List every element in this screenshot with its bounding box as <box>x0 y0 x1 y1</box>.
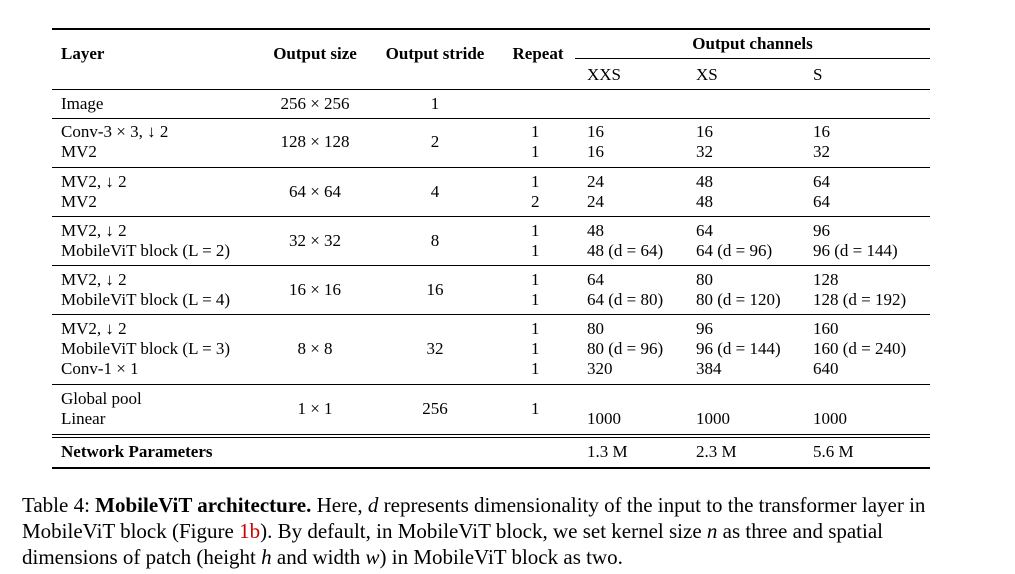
row-s <box>813 172 830 212</box>
xs-value: 32 <box>696 142 713 161</box>
header-s: S <box>813 65 823 84</box>
xs-value: 80 <box>696 270 713 289</box>
layer-line: MV2, ↓ 2 <box>61 270 127 289</box>
xxs-value: 16 <box>587 142 604 161</box>
xxs-value: 64 (d = 80) <box>587 290 664 309</box>
row-rule <box>52 265 930 266</box>
row-output-size: 256 × 256 <box>280 94 350 113</box>
row-s <box>813 270 906 310</box>
header-output-size: Output size <box>273 44 357 63</box>
s-value: 160 <box>813 319 839 338</box>
row-rule <box>52 118 930 119</box>
caption-var-n: n <box>706 519 718 543</box>
s-value: 128 (d = 192) <box>813 290 907 309</box>
params-label: Network Parameters <box>61 442 213 461</box>
caption-var-d: d <box>367 493 379 517</box>
xxs-value: 320 <box>587 359 613 378</box>
s-value: 128 <box>813 270 839 289</box>
s-value: 96 (d = 144) <box>813 241 898 260</box>
row-repeat <box>531 172 540 212</box>
caption-var-h: h <box>261 545 272 569</box>
xs-value: 384 <box>696 359 722 378</box>
row-s <box>813 319 906 379</box>
row-output-stride: 256 <box>422 399 448 418</box>
layer-line: MV2, ↓ 2 <box>61 172 127 191</box>
s-value: 1000 <box>813 409 847 428</box>
header-rule <box>52 89 930 90</box>
row-xs <box>696 319 781 379</box>
params-s: 5.6 M <box>813 442 854 461</box>
row-rule <box>52 314 930 315</box>
repeat-value: 1 <box>531 290 540 309</box>
s-value: 64 <box>813 172 830 191</box>
xs-value: 1000 <box>696 409 730 428</box>
row-layer: Image <box>61 94 104 113</box>
repeat-value: 1 <box>531 359 540 378</box>
xs-value: 64 <box>696 221 713 240</box>
row-xxs <box>587 221 663 261</box>
row-xs <box>696 221 772 261</box>
row-repeat <box>531 221 540 261</box>
row-output-stride: 32 <box>426 339 444 358</box>
table-caption <box>22 492 982 570</box>
caption-text: and width <box>271 545 366 569</box>
xxs-value: 80 (d = 96) <box>587 339 664 358</box>
s-value: 160 (d = 240) <box>813 339 907 358</box>
row-output-stride: 16 <box>426 280 444 299</box>
layer-line: MobileViT block (L = 2) <box>61 241 231 260</box>
row-output-size: 1 × 1 <box>297 399 333 418</box>
xs-value: 96 (d = 144) <box>696 339 781 358</box>
layer-line: MobileViT block (L = 3) <box>61 339 231 358</box>
row-s <box>813 221 898 261</box>
row-output-size: 64 × 64 <box>288 182 342 201</box>
xxs-value: 48 <box>587 221 604 240</box>
row-output-size: 128 × 128 <box>280 132 350 151</box>
row-repeat <box>531 122 540 162</box>
row-repeat <box>531 319 540 379</box>
s-value: 32 <box>813 142 830 161</box>
layer-line: MV2, ↓ 2 <box>61 319 127 338</box>
top-rule <box>52 28 930 30</box>
double-rule-top <box>52 434 930 435</box>
row-layer <box>61 172 127 212</box>
row-rule <box>52 384 930 385</box>
s-value: 96 <box>813 221 830 240</box>
xs-value: 48 <box>696 192 713 211</box>
repeat-value: 1 <box>531 399 540 418</box>
header-layer: Layer <box>61 44 105 63</box>
row-layer <box>61 221 230 261</box>
row-xs <box>696 270 781 310</box>
bottom-rule <box>52 467 930 469</box>
repeat-value: 1 <box>531 270 540 289</box>
row-output-stride: 1 <box>430 94 440 113</box>
repeat-value: 1 <box>531 241 540 260</box>
xxs-value: 1000 <box>587 409 621 428</box>
row-layer <box>61 122 168 162</box>
header-output-channels: Output channels <box>692 34 813 53</box>
row-output-stride: 8 <box>430 231 440 250</box>
repeat-value: 2 <box>531 192 540 211</box>
double-rule-bottom <box>52 437 930 438</box>
layer-line: MV2, ↓ 2 <box>61 221 127 240</box>
s-value: 16 <box>813 122 830 141</box>
xxs-value: 24 <box>587 172 604 191</box>
row-xxs <box>587 172 604 212</box>
caption-text: ) in MobileViT block as two. <box>379 545 623 569</box>
caption-text: as three and spatial dimensions of patch (height <box>22 519 884 569</box>
repeat-value: 1 <box>531 221 540 240</box>
layer-line: Linear <box>61 409 106 428</box>
caption-var-w: w <box>365 545 380 569</box>
layer-line: MV2 <box>61 142 97 161</box>
params-xxs: 1.3 M <box>587 442 628 461</box>
row-rule <box>52 167 930 168</box>
row-layer <box>61 389 142 429</box>
repeat-value: 1 <box>531 142 540 161</box>
xs-value: 96 <box>696 319 713 338</box>
row-output-stride: 2 <box>430 132 440 151</box>
params-xs: 2.3 M <box>696 442 737 461</box>
caption-text: represents dimensionality of the input to the transformer layer in MobileViT block (Figure <box>22 493 926 543</box>
figure-ref-link[interactable]: 1b <box>239 519 261 543</box>
s-value: 640 <box>813 359 839 378</box>
repeat-value: 1 <box>531 339 540 358</box>
header-output-stride: Output stride <box>385 44 485 63</box>
row-layer <box>61 270 230 310</box>
header-repeat: Repeat <box>512 44 564 63</box>
s-value: 64 <box>813 192 830 211</box>
caption-text: ). By default, in MobileViT block, we set kernel size <box>260 519 707 543</box>
xxs-value: 48 (d = 64) <box>587 241 664 260</box>
row-xs <box>696 172 713 212</box>
repeat-value: 1 <box>531 319 540 338</box>
repeat-value: 1 <box>531 122 540 141</box>
xxs-value: 16 <box>587 122 604 141</box>
row-output-size: 16 × 16 <box>288 280 342 299</box>
xxs-value: 24 <box>587 192 604 211</box>
row-output-stride: 4 <box>430 182 440 201</box>
caption-prefix: Table 4: <box>22 493 96 517</box>
layer-line: MV2 <box>61 192 97 211</box>
row-s <box>813 122 830 162</box>
channels-rule <box>575 58 930 59</box>
caption-title: MobileViT architecture. <box>95 493 312 517</box>
layer-line: Global pool <box>61 389 142 408</box>
xxs-value: 64 <box>587 270 604 289</box>
row-layer <box>61 319 230 379</box>
layer-line: MobileViT block (L = 4) <box>61 290 231 309</box>
row-xxs <box>587 319 663 379</box>
xs-value: 64 (d = 96) <box>696 241 773 260</box>
row-output-size: 8 × 8 <box>297 339 333 358</box>
row-xxs <box>587 270 663 310</box>
row-output-size: 32 × 32 <box>288 231 342 250</box>
repeat-value: 1 <box>531 172 540 191</box>
row-rule <box>52 216 930 217</box>
row-xxs <box>587 122 604 162</box>
caption-text: Here, <box>311 493 368 517</box>
layer-line: Conv-1 × 1 <box>61 359 139 378</box>
xs-value: 80 (d = 120) <box>696 290 781 309</box>
xs-value: 16 <box>696 122 713 141</box>
row-xs <box>696 122 713 162</box>
layer-line: Conv-3 × 3, ↓ 2 <box>61 122 169 141</box>
xxs-value: 80 <box>587 319 604 338</box>
header-xs: XS <box>696 65 718 84</box>
header-xxs: XXS <box>587 65 622 84</box>
row-repeat <box>531 270 540 310</box>
xs-value: 48 <box>696 172 713 191</box>
